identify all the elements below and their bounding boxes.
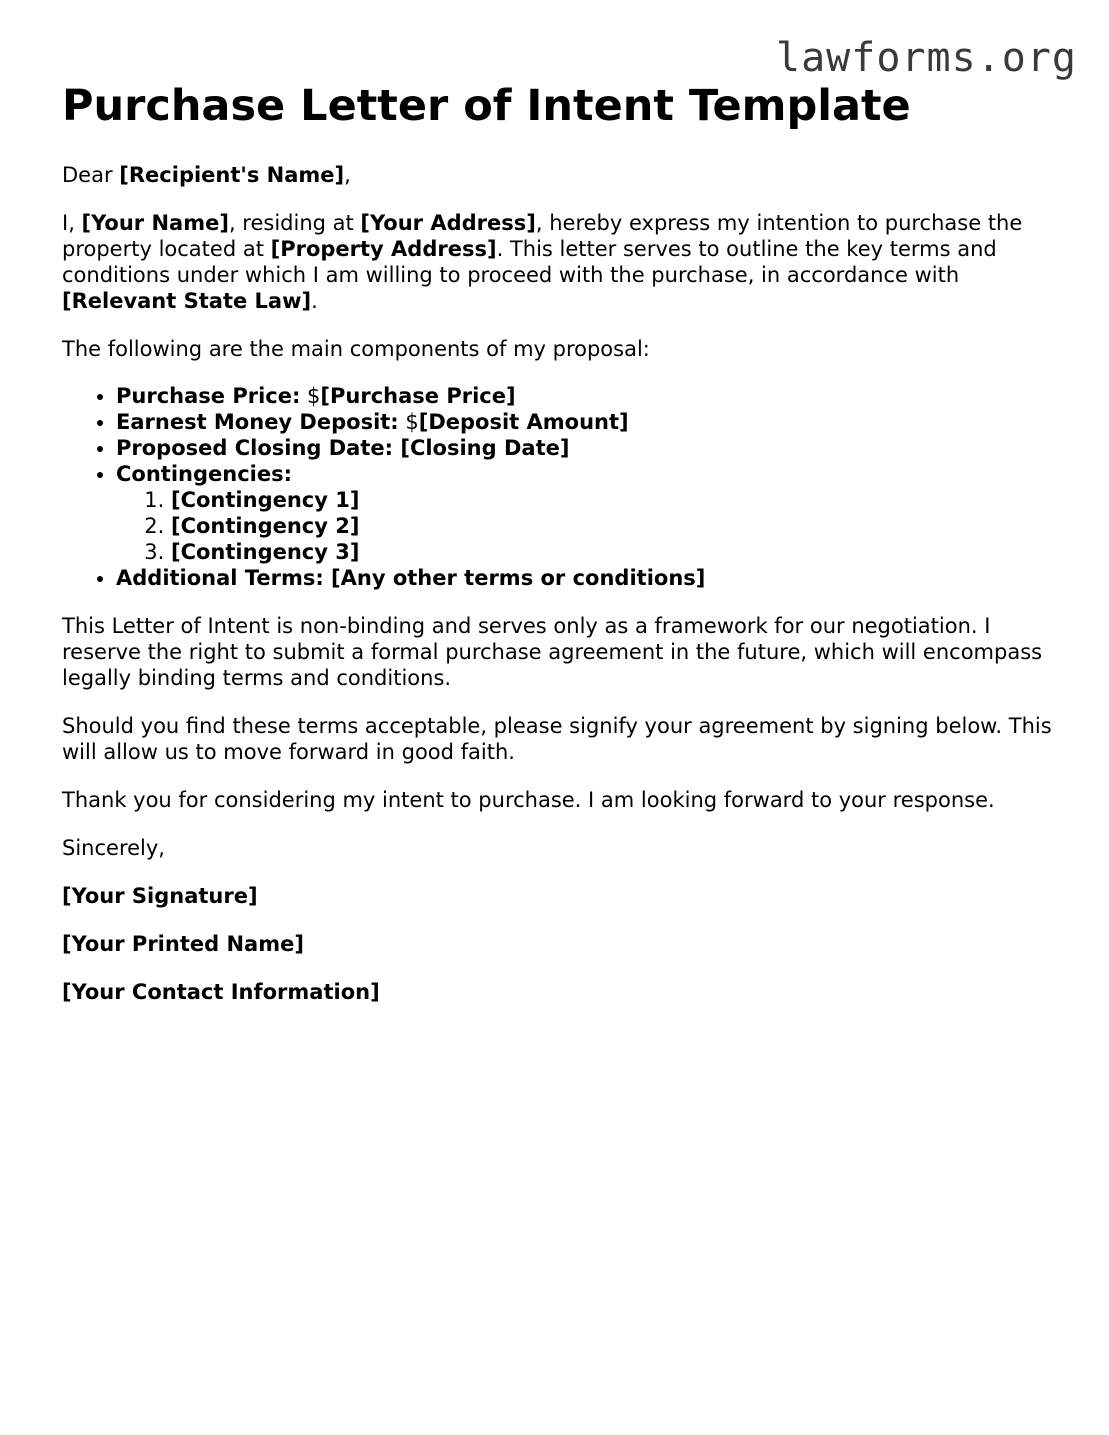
term-value: [Closing Date] [393,436,570,460]
term-label: Contingencies: [116,462,292,486]
recipient-name-placeholder: [Recipient's Name] [119,163,345,187]
term-label: Purchase Price: [116,384,301,408]
signature-placeholder: [Your Signature] [62,884,258,908]
letter-body [62,80,1052,1005]
state-law-placeholder: [Relevant State Law] [62,289,312,313]
term-additional [116,565,1052,591]
salutation: Sincerely, [62,836,165,860]
intro-text-1: I, [62,211,82,235]
term-label: Earnest Money Deposit: [116,410,399,434]
intro-text-4: . This letter serves to outline the key terms and conditions under which I am willing to proceed with the purchase, in accordance with [62,237,997,287]
contingencies-list [116,487,1052,565]
term-value: [Deposit Amount] [418,410,629,434]
intro-text-2: , residing at [228,211,361,235]
term-value: [Purchase Price] [320,384,516,408]
proposal-terms-list [62,383,1052,591]
currency-symbol: $ [300,384,321,408]
term-purchase-price [116,383,1052,409]
list-item: 3. [Contingency 3] [171,539,1052,565]
property-address-placeholder: [Property Address] [270,237,497,261]
your-address-placeholder: [Your Address] [360,211,536,235]
list-item: 2. [Contingency 2] [171,513,1052,539]
printed-name-placeholder: [Your Printed Name] [62,932,304,956]
term-label: Proposed Closing Date: [116,436,394,460]
term-closing-date [116,435,1052,461]
page-title: Purchase Letter of Intent Template [62,81,911,131]
term-value: [Any other terms or conditions] [323,566,706,590]
nonbinding-paragraph: This Letter of Intent is non-binding and serves only as a framework for our negotiation. I reserve the right to submit a formal purchase agreement in the future, which will encompass legally binding terms and conditions. [62,614,1043,690]
greeting-prefix: Dear [62,163,120,187]
term-label: Additional Terms: [116,566,324,590]
list-item: 1. [Contingency 1] [171,487,1052,513]
currency-symbol: $ [398,410,419,434]
your-name-placeholder: [Your Name] [81,211,229,235]
term-earnest-deposit [116,409,1052,435]
term-contingencies [116,461,1052,565]
intro-text-3: , hereby express my intention to purchase the property located at [62,211,1023,261]
contact-info-placeholder: [Your Contact Information] [62,980,380,1004]
greeting [62,162,1052,188]
greeting-suffix: , [344,163,351,187]
proposal-lead: The following are the main components of my proposal: [62,337,650,361]
watermark-logo: lawforms.org [776,35,1077,81]
thanks-paragraph: Thank you for considering my intent to purchase. I am looking forward to your response. [62,788,995,812]
acceptance-paragraph: Should you find these terms acceptable, please signify your agreement by signing below. This will allow us to move forward in good faith. [62,714,1052,764]
intro-text-5: . [311,289,318,313]
intro-paragraph [62,210,1052,314]
